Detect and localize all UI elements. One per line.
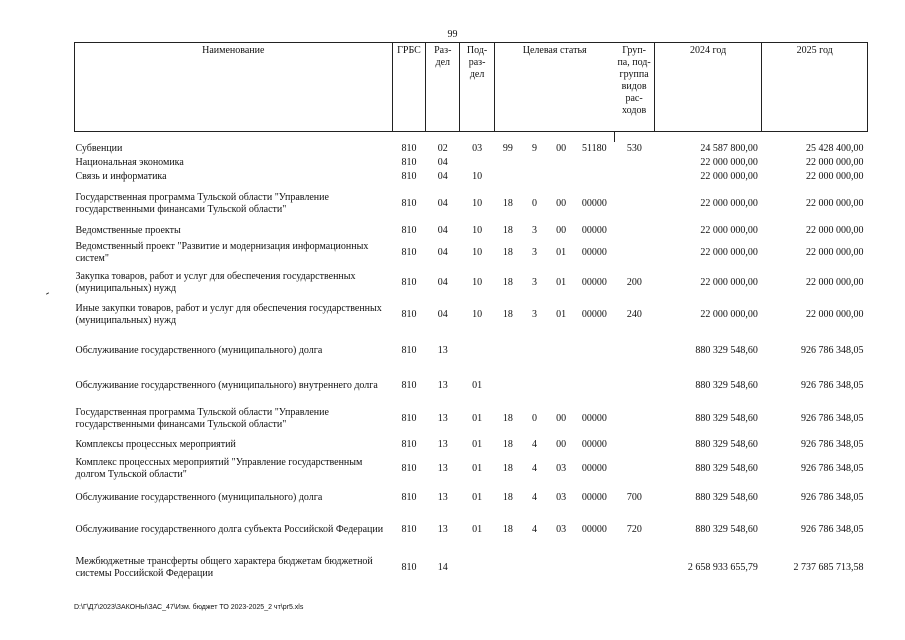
row-target-program [495,156,522,170]
row-podrazdel [460,332,495,370]
row-target-program: 18 [502,439,513,450]
row-razdel: 04 [437,309,448,320]
row-amount-2024: 880 329 548,60 [695,492,758,503]
row-amount-2025: 22 000 000,00 [806,247,864,258]
row-target-direction: 51180 [582,143,607,154]
row-razdel: 13 [437,413,448,424]
row-grbs: 810 [401,463,417,474]
row-name: Комплексы процессных мероприятий [75,439,236,450]
row-target-program: 18 [502,309,513,320]
row-grbs: 810 [401,439,417,450]
row-podrazdel: 03 [472,143,483,154]
row-amount-2025: 22 000 000,00 [806,157,864,168]
row-target-element: 00 [556,413,567,424]
table-row [75,484,868,512]
header-stub-row [75,132,868,143]
row-razdel: 04 [437,225,448,236]
row-target-direction: 00000 [581,309,607,320]
row-target-element [548,170,575,184]
row-podrazdel [460,548,495,588]
row-razdel: 14 [437,562,448,573]
table-row [75,512,868,548]
row-name: Национальная экономика [75,157,184,168]
row-target-direction: 00000 [581,198,607,209]
row-amount-2025: 22 000 000,00 [806,225,864,236]
row-name: Обслуживание государственного долга субъекта Российской Федерации [75,524,384,535]
table-row [75,268,868,298]
row-target-program: 18 [502,524,513,535]
row-name: Государственная программа Тульской области "Управление государственными финансами Тульской области" [75,407,329,430]
row-target-subprogram [521,548,548,588]
row-target-element: 00 [556,225,567,236]
row-expense-group: 720 [626,524,642,535]
budget-table [74,42,868,588]
row-amount-2024: 22 000 000,00 [700,277,758,288]
row-podrazdel: 10 [472,247,483,258]
row-target-program: 18 [502,247,513,258]
row-amount-2025: 22 000 000,00 [806,277,864,288]
row-name: Комплекс процессных мероприятий "Управление государственным долгом Тульской области" [75,457,363,480]
row-podrazdel: 10 [472,309,483,320]
row-grbs: 810 [401,309,417,320]
table-row [75,184,868,224]
row-amount-2024: 24 587 800,00 [700,143,758,154]
row-target-direction: 00000 [581,277,607,288]
row-target-program [495,170,522,184]
row-target-subprogram: 0 [531,198,537,209]
row-amount-2025: 926 786 348,05 [801,463,864,474]
row-amount-2025: 25 428 400,00 [806,143,864,154]
row-amount-2025: 926 786 348,05 [801,380,864,391]
row-target-subprogram [521,332,548,370]
row-razdel: 04 [437,157,448,168]
row-target-direction: 00000 [581,524,607,535]
row-target-subprogram: 4 [531,492,537,503]
row-expense-group [614,402,654,436]
row-target-element: 03 [556,463,567,474]
row-target-direction: 00000 [581,247,607,258]
row-amount-2025: 926 786 348,05 [801,492,864,503]
row-name: Ведомственный проект "Развитие и модернизация информационных систем" [75,241,369,264]
row-target-element [548,332,575,370]
row-target-direction [574,370,614,402]
table-row [75,370,868,402]
row-name: Государственная программа Тульской области "Управление государственными финансами Тульской области" [75,192,329,215]
row-razdel: 04 [437,247,448,258]
row-podrazdel: 10 [472,198,483,209]
row-podrazdel: 01 [472,439,483,450]
row-target-program: 18 [502,198,513,209]
row-target-element: 03 [556,492,567,503]
row-expense-group [614,454,654,484]
row-target-program: 18 [502,413,513,424]
row-target-element: 00 [556,198,567,209]
row-podrazdel: 01 [472,463,483,474]
row-grbs: 810 [401,380,417,391]
row-target-element [548,370,575,402]
row-name: Субвенции [75,143,123,154]
table-row [75,224,868,238]
row-grbs: 810 [401,143,417,154]
row-name: Иные закупки товаров, работ и услуг для обеспечения государственных (муниципальных) нужд [75,303,382,326]
row-target-element: 03 [556,524,567,535]
row-name: Закупка товаров, работ и услуг для обеспечения государственных (муниципальных) нужд [75,271,356,294]
row-target-direction [574,156,614,170]
row-target-subprogram: 3 [531,225,537,236]
row-expense-group [614,238,654,268]
row-amount-2025: 22 000 000,00 [806,198,864,209]
row-target-direction: 00000 [581,413,607,424]
row-target-element: 01 [556,309,567,320]
table-row [75,298,868,332]
header-razdel: Раз- дел [426,43,460,132]
row-grbs: 810 [401,524,417,535]
row-amount-2024: 22 000 000,00 [700,157,758,168]
row-grbs: 810 [401,157,417,168]
row-razdel: 13 [437,463,448,474]
row-grbs: 810 [401,413,417,424]
row-podrazdel: 01 [472,492,483,503]
row-expense-group: 700 [626,492,642,503]
row-amount-2024: 22 000 000,00 [700,247,758,258]
row-expense-group [614,170,654,184]
row-expense-group [614,370,654,402]
row-name: Межбюджетные трансферты общего характера бюджетам бюджетной системы Российской Федерации [75,556,373,579]
row-target-program [495,370,522,402]
row-amount-2024: 22 000 000,00 [700,309,758,320]
row-razdel: 04 [437,277,448,288]
row-grbs: 810 [401,345,417,356]
row-target-program: 18 [502,277,513,288]
row-expense-group [614,548,654,588]
row-target-program: 18 [502,225,513,236]
row-podrazdel: 10 [472,171,483,182]
row-target-direction [574,548,614,588]
row-amount-2024: 880 329 548,60 [695,439,758,450]
row-name: Обслуживание государственного (муниципального) внутреннего долга [75,380,378,391]
row-amount-2025: 2 737 685 713,58 [793,562,864,573]
row-amount-2024: 880 329 548,60 [695,380,758,391]
row-target-direction [574,170,614,184]
row-razdel: 13 [437,345,448,356]
row-target-direction: 00000 [581,492,607,503]
table-row [75,238,868,268]
row-amount-2024: 2 658 933 655,79 [687,562,758,573]
row-razdel: 13 [437,439,448,450]
row-podrazdel: 10 [472,225,483,236]
row-target-element: 00 [556,143,567,154]
row-target-element [548,548,575,588]
row-razdel: 02 [437,143,448,154]
header-expense-group: Груп- па, под- группа видов рас- ходов [614,43,654,132]
header-podrazdel: Под- раз- дел [460,43,495,132]
row-expense-group [614,156,654,170]
row-grbs: 810 [401,171,417,182]
row-target-program: 99 [502,143,513,154]
table-row [75,170,868,184]
row-amount-2024: 22 000 000,00 [700,171,758,182]
row-amount-2025: 926 786 348,05 [801,439,864,450]
row-grbs: 810 [401,562,417,573]
row-razdel: 04 [437,198,448,209]
row-amount-2025: 22 000 000,00 [806,171,864,182]
row-grbs: 810 [401,492,417,503]
row-podrazdel: 01 [472,413,483,424]
row-amount-2024: 880 329 548,60 [695,524,758,535]
row-razdel: 13 [437,492,448,503]
row-podrazdel: 10 [472,277,483,288]
row-name: Обслуживание государственного (муниципального) долга [75,492,323,503]
table-row [75,454,868,484]
row-target-subprogram: 3 [531,277,537,288]
row-amount-2025: 926 786 348,05 [801,413,864,424]
header-grbs: ГРБС [392,43,426,132]
table-row [75,548,868,588]
row-expense-group [614,184,654,224]
row-amount-2024: 880 329 548,60 [695,463,758,474]
row-name: Обслуживание государственного (муниципального) долга [75,345,323,356]
row-amount-2025: 22 000 000,00 [806,309,864,320]
row-expense-group: 530 [626,143,642,154]
footer-file-path: D:\Г\Д7\2023\ЗАКОНЫ\ЗАС_47\Изм. бюджет ТО 2023-2025_2 чт\pr5.xls [74,604,304,611]
header-year-2025: 2025 год [762,43,868,132]
table-row [75,142,868,156]
row-amount-2024: 880 329 548,60 [695,413,758,424]
row-target-program: 18 [502,492,513,503]
row-target-program [495,548,522,588]
header-row [75,43,868,132]
table-body [75,142,868,588]
row-amount-2025: 926 786 348,05 [801,524,864,535]
row-grbs: 810 [401,198,417,209]
row-target-element [548,156,575,170]
table-row [75,332,868,370]
row-target-program: 18 [502,463,513,474]
row-grbs: 810 [401,225,417,236]
row-amount-2024: 22 000 000,00 [700,198,758,209]
row-target-direction: 00000 [581,225,607,236]
group-column-stub [614,132,654,143]
header-target-article: Целевая статья [495,43,615,132]
row-amount-2024: 22 000 000,00 [700,225,758,236]
row-target-subprogram [521,170,548,184]
row-grbs: 810 [401,277,417,288]
row-target-direction: 00000 [581,463,607,474]
row-target-element: 01 [556,277,567,288]
header-year-2024: 2024 год [654,43,762,132]
row-target-subprogram: 3 [531,309,537,320]
row-target-direction [574,332,614,370]
row-name: Ведомственные проекты [75,225,181,236]
row-amount-2024: 880 329 548,60 [695,345,758,356]
page-number: 99 [447,29,458,40]
scan-mark [46,292,49,294]
row-razdel: 13 [437,524,448,535]
row-target-subprogram [521,370,548,402]
row-expense-group [614,436,654,454]
row-target-direction: 00000 [581,439,607,450]
row-target-subprogram: 3 [531,247,537,258]
header-name: Наименование [75,43,393,132]
table-row [75,402,868,436]
table-row [75,156,868,170]
row-razdel: 13 [437,380,448,391]
row-expense-group [614,332,654,370]
row-target-subprogram: 9 [531,143,537,154]
row-amount-2025: 926 786 348,05 [801,345,864,356]
row-name: Связь и информатика [75,171,167,182]
row-expense-group [614,224,654,238]
row-target-subprogram: 4 [531,463,537,474]
row-podrazdel: 01 [472,380,483,391]
table-row [75,436,868,454]
row-razdel: 04 [437,171,448,182]
row-target-subprogram: 4 [531,524,537,535]
row-podrazdel: 01 [472,524,483,535]
row-target-subprogram: 4 [531,439,537,450]
row-target-element: 00 [556,439,567,450]
row-podrazdel [460,156,495,170]
row-expense-group: 240 [626,309,642,320]
row-expense-group: 200 [626,277,642,288]
row-target-subprogram [521,156,548,170]
row-target-subprogram: 0 [531,413,537,424]
row-target-program [495,332,522,370]
row-grbs: 810 [401,247,417,258]
row-target-element: 01 [556,247,567,258]
